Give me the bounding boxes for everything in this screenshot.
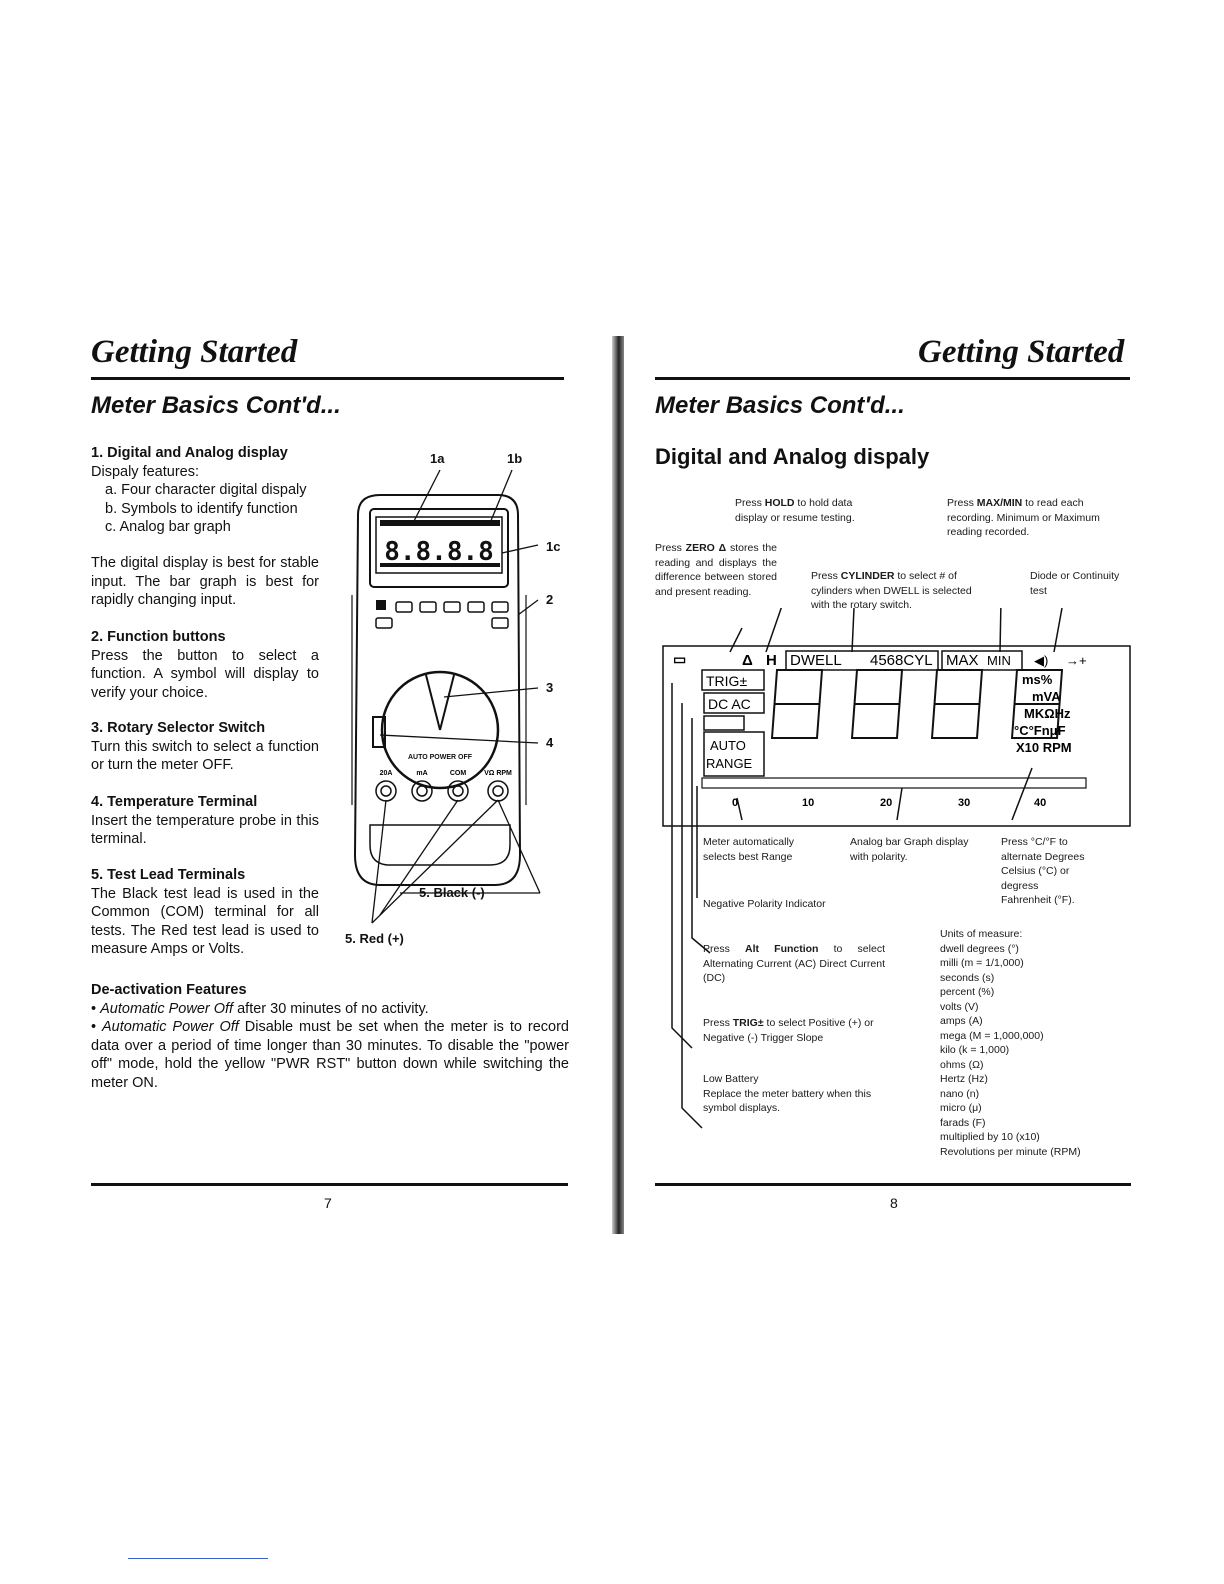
- lcd-cyl: 4568CYL: [870, 652, 933, 669]
- scale-30: 30: [958, 797, 971, 809]
- unit-item: percent (%): [940, 986, 995, 998]
- callout-1a: 1a: [430, 451, 445, 466]
- unit-item: amps (A): [940, 1015, 983, 1027]
- lcd-max: MAX: [946, 652, 979, 669]
- unit-item: mega (M = 1,000,000): [940, 1029, 1044, 1042]
- book-spine: [612, 336, 624, 1234]
- note-hold: Press HOLD to hold data display or resume testing.: [735, 497, 855, 524]
- callout-3: 3: [546, 680, 554, 695]
- note-trig: Press TRIG± to select Positive (+) or Negative (-) Trigger Slope: [703, 1017, 874, 1044]
- item4-title: 4. Temperature Terminal: [91, 794, 258, 810]
- unit-item: volts (V): [940, 1000, 979, 1013]
- callout-4: 4: [546, 735, 554, 750]
- note-cf: Press °C/°F to alternate Degrees Celsius (°C) or degress Fahrenheit (°F).: [1001, 836, 1085, 906]
- item1-list-c: c. Analog bar graph: [105, 519, 231, 535]
- deact-b2: Disable must be set when the meter is to record data over a period of time longer than 30 minutes. To disable the "power off" mode, hold the yellow "PWR RST" button down while switching the meter ON.: [91, 1019, 569, 1091]
- unit-item: multiplied by 10 (x10): [940, 1131, 1040, 1143]
- item5-body: The Black test lead is used in the Common (COM) terminal for all tests. The Red test lead is used to measure Amps or Volts.: [91, 885, 319, 957]
- right-section-title: Meter Basics Cont'd...: [655, 392, 905, 419]
- deact-b2-em: Automatic Power Off: [102, 1019, 239, 1035]
- units-list: [940, 927, 1125, 1159]
- lcd-delta: Δ: [742, 652, 753, 669]
- lcd-units-4: °C°FnμF: [1014, 723, 1066, 738]
- item5-title: 5. Test Lead Terminals: [91, 867, 246, 883]
- unit-item: ohms (Ω): [940, 1058, 984, 1071]
- right-page-header: Getting Started: [918, 334, 1125, 370]
- item2-block: [91, 628, 319, 702]
- item3-title: 3. Rotary Selector Switch: [91, 720, 266, 736]
- unit-item: dwell degrees (°): [940, 942, 1019, 955]
- left-page-header: Getting Started: [91, 334, 298, 370]
- callout-2: 2: [546, 592, 554, 607]
- scale-40: 40: [1034, 797, 1047, 809]
- unit-item: kilo (k = 1,000): [940, 1044, 1010, 1056]
- unit-item: micro (μ): [940, 1102, 982, 1114]
- item1-title: 1. Digital and Analog display: [91, 445, 288, 461]
- scale-0: 0: [732, 797, 739, 809]
- deact-b1: after 30 minutes of no activity.: [233, 1000, 429, 1017]
- lcd-units-1: ms%: [1022, 672, 1053, 687]
- link-underline: [128, 1558, 268, 1559]
- lcd-dwell: DWELL: [790, 652, 842, 669]
- lcd-dcac: DC AC: [708, 696, 751, 712]
- note-analog: Analog bar Graph display with polarity.: [850, 836, 969, 863]
- item2-title: 2. Function buttons: [91, 629, 226, 645]
- note-alt: Press Alt Function to select Alternating Current (AC) Direct Current (DC): [703, 943, 885, 984]
- unit-item: farads (F): [940, 1116, 986, 1129]
- callout-5-black: 5. Black (-): [419, 885, 485, 900]
- meter-auto-power-off: AUTO POWER OFF: [407, 754, 473, 761]
- right-page-number: 8: [890, 1195, 898, 1211]
- item1-body: The digital display is best for stable input. The bar graph is best for rapidly changing input.: [91, 555, 319, 608]
- unit-item: nano (n): [940, 1087, 980, 1100]
- lcd-range: RANGE: [706, 756, 753, 771]
- lcd-hold: H: [766, 652, 777, 669]
- lcd-trig: TRIG±: [706, 673, 748, 689]
- unit-item: Revolutions per minute (RPM): [940, 1145, 1081, 1158]
- deact-b1-em: Automatic Power Off: [100, 1000, 234, 1017]
- right-header-rule: [655, 377, 1130, 380]
- jack-label-ma: mA: [416, 770, 428, 777]
- note-cylinder: Press CYLINDER to select # of cylinders when DWELL is selected with the rotary switch.: [811, 570, 972, 611]
- lcd-top-symbols: [380, 520, 500, 526]
- bargraph-outline: [702, 778, 1086, 788]
- jack-label-20a: 20A: [379, 770, 393, 777]
- lcd-units-5: X10 RPM: [1016, 740, 1072, 755]
- continuity-icon: ◀): [1034, 653, 1049, 668]
- note-zero: Press ZERO Δ stores the reading and displays the difference between stored and present reading.: [655, 542, 777, 598]
- item2-body: Press the button to select a function. A symbol will display to verify your choice.: [91, 647, 319, 701]
- unit-item: seconds (s): [940, 971, 995, 984]
- lcd-units-2: mVA: [1032, 689, 1061, 704]
- note-negative: Negative Polarity Indicator: [703, 898, 826, 910]
- jack-label-com: COM: [449, 770, 467, 777]
- item3-body: Turn this switch to select a function or turn the meter OFF.: [91, 738, 319, 773]
- item1-list-b: b. Symbols to identify function: [105, 500, 298, 517]
- item1-block: [91, 444, 321, 537]
- item5-block: [91, 866, 319, 959]
- note-lowbattery: Low Battery Replace the meter battery when this symbol displays.: [703, 1073, 872, 1114]
- left-header-rule: [91, 377, 564, 380]
- jack-label-v-rpm: VΩ RPM: [484, 770, 512, 777]
- scale-10: 10: [802, 797, 815, 809]
- left-section-title: Meter Basics Cont'd...: [91, 392, 341, 419]
- lcd-units-3: MKΩHz: [1024, 706, 1071, 721]
- callout-1b: 1b: [507, 451, 523, 466]
- hold-button-filled: [376, 600, 386, 610]
- deact-title: De-activation Features: [91, 982, 247, 998]
- callout-5-red: 5. Red (+): [345, 931, 404, 946]
- meter-lcd-digits: 8.8.8.8: [384, 537, 494, 567]
- item3-block: [91, 719, 319, 775]
- meter-illustration: [340, 445, 570, 955]
- lcd-min: MIN: [987, 653, 1011, 668]
- deactivation-block: De-activation Features • Automatic Power Off after 30 minutes of no activity. • Automatic Power Off Disable must be set when the meter is to record data over a period of time longer than 30 minutes. To disable the "power off" mode, hold the yellow "PWR RST" button down while switching the meter ON.: [91, 982, 569, 1091]
- right-footer-rule: [655, 1183, 1131, 1186]
- note-diode: Diode or Continuity test: [1030, 570, 1120, 597]
- note-maxmin: Press MAX/MIN to read each recording. Minimum or Maximum reading recorded.: [947, 497, 1100, 538]
- left-footer-rule: [91, 1183, 568, 1186]
- right-subtitle: Digital and Analog dispaly: [655, 444, 930, 469]
- item1-sub: Dispaly features:: [91, 463, 199, 480]
- unit-item: Hertz (Hz): [940, 1073, 988, 1085]
- callout-1c: 1c: [546, 539, 561, 554]
- units-title: Units of measure:: [940, 928, 1023, 940]
- lcd-battery-icon: ▭: [673, 651, 687, 667]
- lcd-auto: AUTO: [710, 738, 746, 753]
- diode-icon: →+: [1066, 653, 1087, 668]
- note-range: Meter automatically selects best Range: [703, 836, 795, 863]
- unit-item: milli (m = 1/1,000): [940, 957, 1024, 969]
- item1-list-a: a. Four character digital dispaly: [105, 482, 307, 498]
- left-page-number: 7: [324, 1195, 332, 1211]
- item4-body: Insert the temperature probe in this terminal.: [91, 812, 319, 847]
- scale-20: 20: [880, 797, 893, 809]
- item4-block: [91, 793, 319, 849]
